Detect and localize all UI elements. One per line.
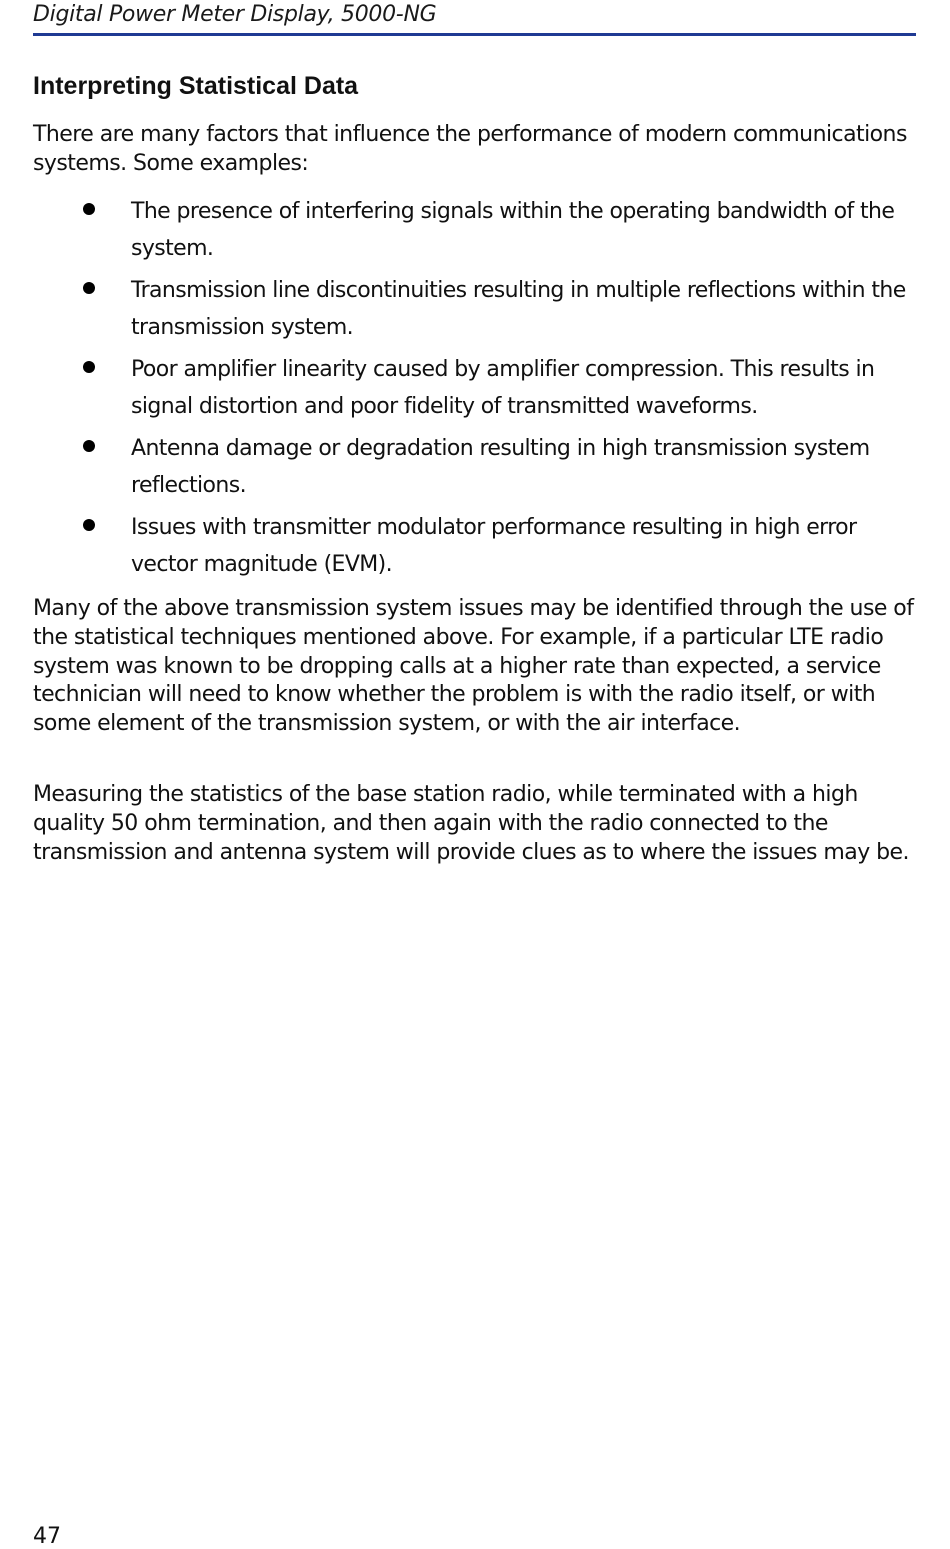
bullet-icon: [83, 519, 95, 531]
body-paragraph: Measuring the statistics of the base station radio, while terminated with a high quality 50 ohm termination, and then again with the radio connected to the transmission and antenna system will provide clues as to where the issues may be.: [33, 782, 909, 865]
list-item: [0, 431, 950, 510]
list-item-text: Antenna damage or degradation resulting in high transmission system reflections.: [131, 436, 870, 498]
bullet-icon: [83, 282, 95, 294]
list-item: [0, 510, 950, 589]
intro-paragraph: There are many factors that influence the performance of modern communications systems. Some examples:: [33, 122, 907, 176]
header-rule: [33, 33, 916, 36]
section-heading: Interpreting Statistical Data: [33, 72, 359, 100]
list-item: [0, 194, 950, 273]
list-item-text: The presence of interfering signals within the operating bandwidth of the system.: [131, 199, 895, 261]
list-item-text: Poor amplifier linearity caused by amplifier compression. This results in signal distortion and poor fidelity of transmitted waveforms.: [131, 357, 875, 419]
page-number: 47: [33, 1524, 61, 1549]
list-item-text: Transmission line discontinuities resulting in multiple reflections within the transmission system.: [131, 278, 906, 340]
body-paragraph: Many of the above transmission system issues may be identified through the use of the statistical techniques mentioned above. For example, if a particular LTE radio system was known to be dropping calls at a higher rate than expected, a service technician will need to know whether the problem is with the radio itself, or with some element of the transmission system, or with the air interface.: [33, 596, 914, 737]
list-item: [0, 352, 950, 431]
running-header: Digital Power Meter Display, 5000-NG: [33, 2, 437, 27]
list-item-text: Issues with transmitter modulator performance resulting in high error vector magnitude (EVM).: [131, 515, 857, 577]
bullet-icon: [83, 361, 95, 373]
factors-list: [0, 194, 950, 589]
bullet-icon: [83, 203, 95, 215]
bullet-icon: [83, 440, 95, 452]
list-item: [0, 273, 950, 352]
